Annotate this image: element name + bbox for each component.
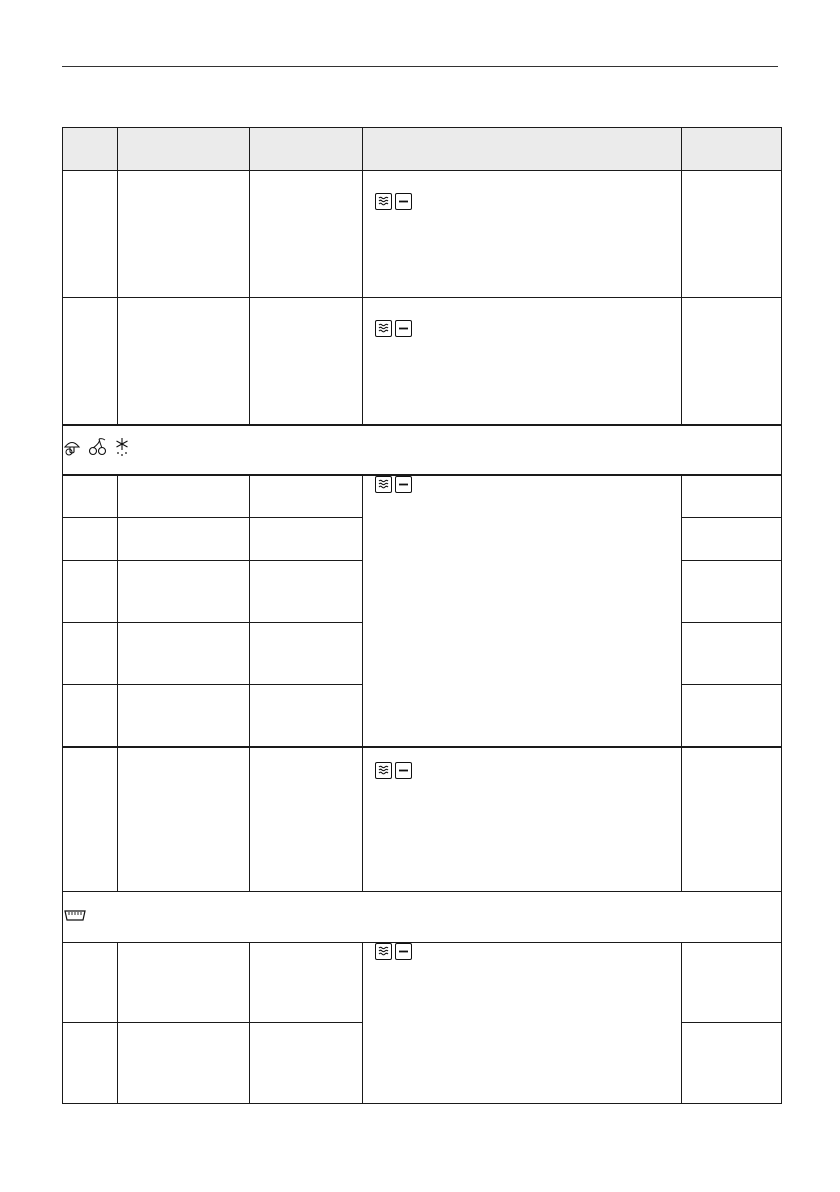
heating-mode-icons	[375, 762, 412, 779]
bottom-heat-icon	[395, 320, 412, 337]
table-cell	[682, 298, 782, 425]
table-cell	[63, 747, 118, 892]
table-cell	[63, 561, 118, 623]
table-cell	[118, 685, 250, 747]
steam-wave-icon	[375, 762, 392, 779]
bottom-heat-icon	[395, 762, 412, 779]
heating-mode-cell	[363, 747, 682, 892]
heating-mode-cell	[363, 943, 682, 1104]
table-header-row	[63, 128, 782, 171]
table-cell	[118, 561, 250, 623]
table-cell	[63, 518, 118, 561]
table-cell	[250, 518, 363, 561]
table-cell	[63, 685, 118, 747]
snowflake-icon	[113, 437, 131, 462]
baking-tray-icon	[63, 908, 87, 927]
table-cell	[250, 171, 363, 298]
table-cell	[682, 171, 782, 298]
header-cell	[250, 128, 363, 171]
table-cell	[250, 747, 363, 892]
table-cell	[250, 943, 363, 1023]
heating-mode-icons	[375, 476, 412, 493]
heating-mode-icons	[375, 320, 412, 337]
bottom-heat-icon	[395, 193, 412, 210]
section-row	[63, 892, 782, 943]
table-cell	[250, 685, 363, 747]
table-cell	[250, 623, 363, 685]
table-row	[63, 747, 782, 892]
header-cell	[363, 128, 682, 171]
table-cell	[63, 1023, 118, 1104]
header-rule	[62, 66, 778, 67]
heating-mode-cell	[363, 475, 682, 747]
bottom-heat-icon	[395, 476, 412, 493]
section-icons	[63, 437, 131, 462]
table-cell	[63, 475, 118, 518]
section-header	[63, 892, 782, 943]
table-cell	[250, 561, 363, 623]
table-cell	[682, 747, 782, 892]
table-cell	[118, 171, 250, 298]
heating-mode-cell	[363, 298, 682, 425]
section-row	[63, 425, 782, 475]
table-cell	[118, 1023, 250, 1104]
cherries-icon	[87, 437, 107, 462]
table-cell	[63, 623, 118, 685]
table-cell	[63, 298, 118, 425]
bottom-heat-icon	[395, 943, 412, 960]
header-cell	[118, 128, 250, 171]
table-row	[63, 171, 782, 298]
table-cell	[118, 623, 250, 685]
table-row	[63, 943, 782, 1023]
steam-wave-icon	[375, 320, 392, 337]
header-cell	[63, 128, 118, 171]
table-cell	[250, 475, 363, 518]
table-cell	[682, 943, 782, 1023]
settings-table	[62, 127, 782, 1104]
table-cell	[682, 475, 782, 518]
table-cell	[250, 1023, 363, 1104]
heating-mode-icons	[375, 193, 412, 210]
steam-wave-icon	[375, 943, 392, 960]
table-cell	[682, 561, 782, 623]
table-cell	[118, 475, 250, 518]
section-header	[63, 425, 782, 475]
table-cell	[118, 298, 250, 425]
table-cell	[63, 943, 118, 1023]
table-row	[63, 475, 782, 518]
steam-wave-icon	[375, 193, 392, 210]
table-cell	[118, 518, 250, 561]
section-icons	[63, 908, 87, 927]
table-cell	[682, 623, 782, 685]
table-cell	[682, 1023, 782, 1104]
table-cell	[250, 298, 363, 425]
heating-mode-icons	[375, 943, 412, 960]
table-cell	[118, 747, 250, 892]
mushroom-icon	[63, 438, 81, 461]
heating-mode-cell	[363, 171, 682, 298]
steam-wave-icon	[375, 476, 392, 493]
header-cell	[682, 128, 782, 171]
table-cell	[682, 518, 782, 561]
table-cell	[118, 943, 250, 1023]
table-cell	[682, 685, 782, 747]
table-row	[63, 298, 782, 425]
table-cell	[63, 171, 118, 298]
